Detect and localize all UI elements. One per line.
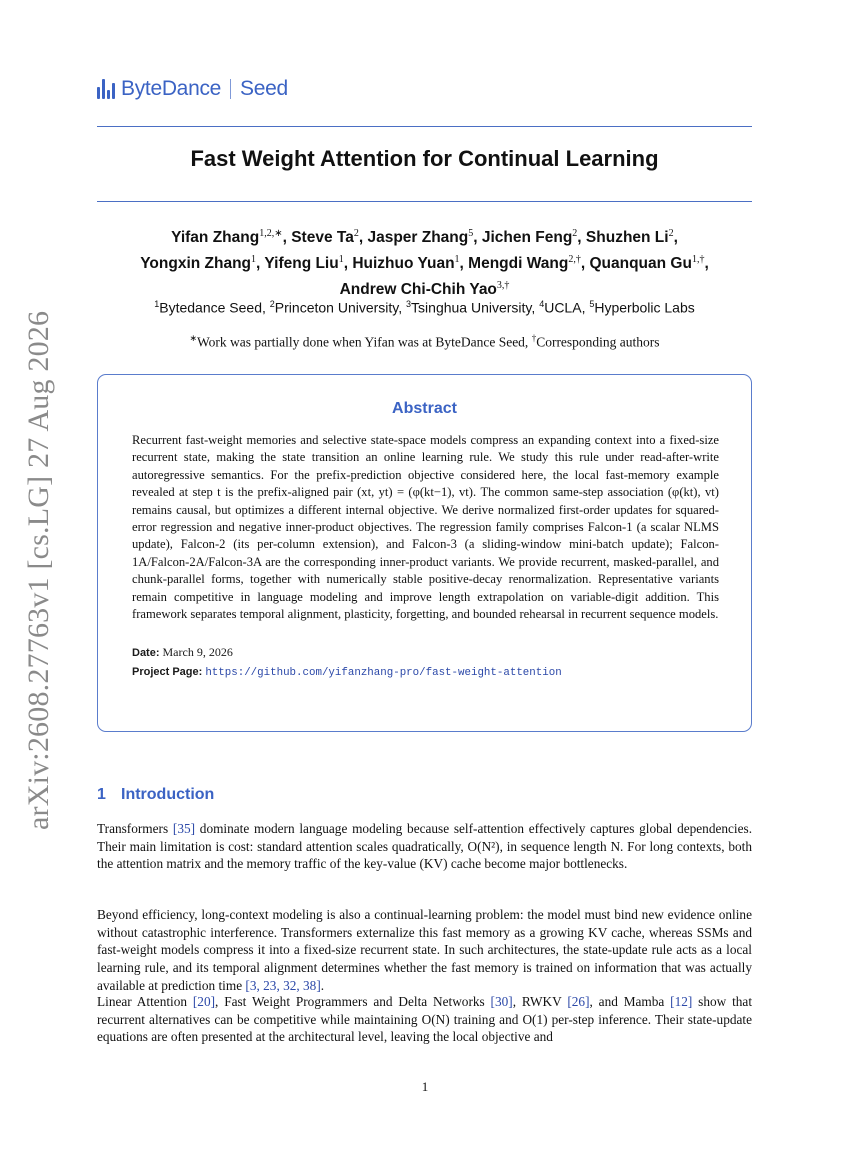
affiliation-name: UCLA [544, 299, 582, 316]
author-affiliation-mark: 1 [454, 254, 460, 266]
citation-link[interactable]: [35] [172, 821, 196, 836]
bytedance-seed-logo [97, 76, 288, 102]
author-separator: , [256, 255, 265, 273]
author-separator: , [459, 255, 469, 273]
paragraph-text: Transformers [97, 821, 173, 836]
author-separator: , [580, 255, 590, 273]
intro-paragraph-2 [97, 906, 752, 995]
logo-divider [230, 79, 231, 99]
citation-link[interactable]: [30] [490, 994, 513, 1009]
paragraph-text: Beyond efficiency, long-context modeling is also a continual-learning problem: the model must bind new evidence online without catastrophic interference. Transformers externalize this fast memory as a growing KV cache, whereas SSMs and fast-weight models compress it into a fixed-size recurrent state. In such architectures, the state-update rule acts as a local learning rule, and its temporal alignment determines whether the fast memory is trained on information that was actually available at prediction time [97, 907, 752, 993]
logo-division: Seed [240, 77, 288, 100]
author-name: Jichen Feng [481, 229, 573, 247]
author-name: Quanquan Gu [589, 255, 692, 273]
author-separator: , [704, 255, 709, 273]
paragraph-text: . [320, 977, 325, 993]
date-label: Date: [132, 647, 160, 659]
abstract-heading: Abstract [392, 400, 457, 417]
affiliation-name: Hyperbolic Labs [594, 299, 695, 316]
author-separator: , [343, 255, 353, 273]
author-name: Andrew Chi-Chih Yao [339, 281, 497, 299]
citation-link[interactable]: [3, 23, 32, 38] [245, 977, 321, 993]
star-mark: ∗ [189, 333, 197, 343]
author-footnote [97, 333, 752, 351]
affiliation-mark: 3 [406, 299, 412, 309]
date-value: March 9, 2026 [162, 645, 233, 659]
affiliation-mark: 4 [539, 299, 545, 309]
section-title: Introduction [121, 786, 215, 803]
logo-brand: ByteDance [121, 77, 222, 100]
section-heading [97, 786, 214, 804]
author-line-2 [97, 249, 752, 275]
author-affiliation-mark: 2 [572, 228, 578, 239]
footnote-dagger-text: Corresponding authors [536, 334, 660, 350]
author-name: Yifeng Liu [264, 255, 339, 273]
intro-paragraph-1 [97, 820, 752, 873]
author-affiliation-mark: 1 [338, 254, 344, 266]
author-line-3 [97, 275, 752, 301]
citation-link[interactable]: [12] [670, 994, 693, 1009]
project-link[interactable]: https://github.com/yifanzhang-pro/fast-weight-attention [205, 667, 562, 679]
abstract-body: Recurrent fast-weight memories and selective state-space models compress an expanding context into a fixed-size recurrent state, making the state transition an online learning rule. We study this rule under read-after-write autoregressive semantics. For the prefix-prediction objective considered here, the local fast-memory example revealed at step t is the prefix-aligned pair (xt, yt) = (φ(kt−1), vt). The common same-step association (φ(kt), vt) remains causal, but optimizes a different internal objective. We derive normalized first-order updates for squared-error regression and negative inner-product objectives. The regression family comprises Falcon-1 (a scalar NLMS update), Falcon-2 (its per-column extension), and Falcon-3 (a sliding-window mini-batch update); Falcon-1A/Falcon-2A/Falcon-3A are the corresponding inner-product variants. We provide recurrent, masked-parallel, and chunk-parallel forms, together with numerically stable positive-decay renormalization. Representative variants remain competitive in language modeling and improve length extrapolation on variable-digit addition. This framework separates temporal alignment, plasticity, forgetting, and bounded rehearsal in recurrent sequence models. [132, 433, 719, 622]
affiliation-mark: 1 [154, 299, 160, 309]
abstract-box [97, 374, 752, 732]
paragraph-text: , Fast Weight Programmers and Delta Networks [215, 994, 491, 1009]
author-name: Steve Ta [291, 229, 354, 247]
author-name: Shuzhen Li [585, 229, 669, 247]
author-affiliation-mark: 5 [468, 228, 474, 239]
date-row [132, 643, 719, 662]
arxiv-sidebar-stamp: arXiv:2608.27763v1 [cs.LG] 27 Aug 2026 [22, 310, 55, 830]
paragraph-text: dominate modern language modeling because self-attention effectively captures global dependencies. Their main limitation is cost: standard attention scales quadratically, O(N²), in sequence length N. For long contexts, both the attention matrix and the memory traffic of the key-value (KV) cache become major bottlenecks. [97, 821, 753, 872]
section-number: 1 [97, 786, 106, 803]
header-rule-bottom [97, 201, 752, 202]
author-name: Yongxin Zhang [140, 255, 252, 273]
page-number: 1 [421, 1079, 429, 1094]
affiliation-name: Bytedance Seed [159, 299, 262, 316]
author-affiliation-mark: 1,2,∗ [259, 228, 283, 239]
abstract-meta [132, 643, 719, 682]
footnote-star-text: Work was partially done when Yifan was at ByteDance Seed, [197, 334, 532, 350]
intro-paragraph-3 [97, 993, 752, 1046]
affiliation-name: Princeton University [274, 299, 399, 316]
author-affiliation-mark: 2,† [568, 254, 581, 266]
author-name: Huizhuo Yuan [352, 255, 455, 273]
paragraph-text: Linear Attention [97, 994, 193, 1009]
header-rule-top [97, 126, 752, 127]
author-affiliation-mark: 1,† [691, 254, 705, 266]
author-separator: , [282, 229, 292, 247]
affiliation-name: Tsinghua University [411, 299, 532, 316]
citation-link[interactable]: [26] [567, 994, 590, 1009]
author-name: Mengdi Wang [468, 255, 569, 273]
paragraph-text: , and Mamba [589, 994, 671, 1009]
affiliation-mark: 5 [589, 299, 595, 309]
author-line-1 [97, 223, 752, 249]
affiliation-mark: 2 [269, 299, 275, 309]
author-affiliation-mark: 1 [251, 254, 257, 266]
author-separator: , [358, 229, 368, 247]
author-affiliation-mark: 2 [353, 228, 359, 239]
paragraph-text: show that recurrent alternatives can be competitive while maintaining O(N) training and O(1) per-step inference. Their state-update equations are often presented at the architectural level, leaving the local objective and [97, 994, 753, 1045]
project-label: Project Page: [132, 666, 203, 678]
author-separator: , [577, 229, 586, 247]
affiliations: $^1$Bytedance Seed, $^2$Princeton University, $^3$Tsinghua University, $^4$UCLA, $^5$Hyperbolic Labs [154, 299, 695, 316]
author-affiliation-mark: 2 [668, 228, 674, 239]
author-separator: , [673, 229, 678, 247]
author-separator: , [473, 229, 482, 247]
author-list [97, 223, 752, 301]
author-affiliation-mark: 3,† [496, 280, 510, 292]
citation-link[interactable]: [20] [192, 994, 216, 1009]
paper-title: Fast Weight Attention for Continual Learning [190, 146, 659, 171]
author-name: Yifan Zhang [171, 229, 260, 247]
project-row [132, 662, 719, 682]
paragraph-text: , RWKV [512, 994, 568, 1009]
bar-chart-logo-icon [97, 79, 115, 99]
author-name: Jasper Zhang [367, 229, 469, 247]
dagger-mark: † [531, 333, 537, 343]
